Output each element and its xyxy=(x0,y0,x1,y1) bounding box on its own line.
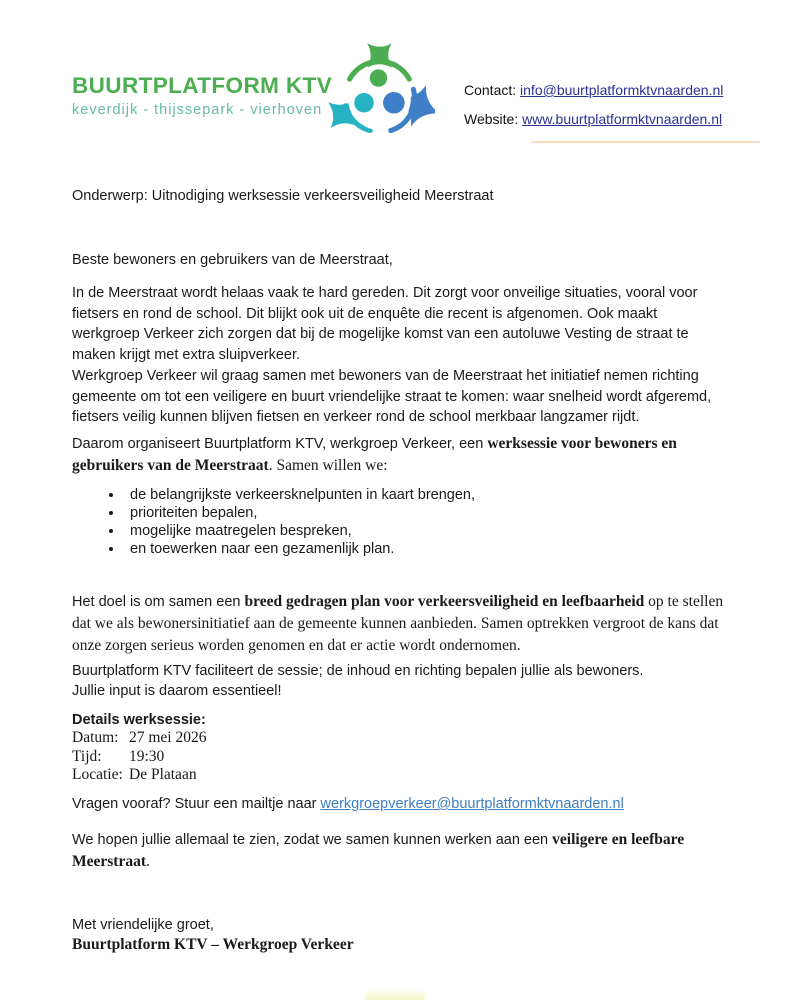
detail-row-date xyxy=(72,729,724,748)
facilitate-line1: Buurtplatform KTV faciliteert de sessie; de inhoud en richting bepalen jullie als bewoners. xyxy=(72,663,644,679)
website-label: Website: xyxy=(464,111,519,127)
subject-line: Onderwerp: Uitnodiging werksessie verkeersveiligheid Meerstraat xyxy=(72,188,494,204)
list-item: • mogelijke maatregelen bespreken, xyxy=(124,522,724,540)
invite-text-start: Daarom organiseert Buurtplatform KTV, werkgroep Verkeer, een xyxy=(72,436,488,452)
detail-label: Locatie: xyxy=(72,766,123,783)
invite-text-end: . Samen willen we: xyxy=(268,457,388,474)
detail-label: Tijd: xyxy=(72,747,102,765)
detail-value: De Plataan xyxy=(129,766,197,783)
goal-text-start: Het doel is om samen een xyxy=(72,594,245,610)
detail-row-time xyxy=(72,748,724,767)
contact-label: Contact: xyxy=(464,82,517,98)
paragraph-problem: In de Meerstraat wordt helaas vaak te hard gereden. Dit zorgt voor onveilige situaties, vooral voor fietsers en rond de school. Dit blijkt ook uit de enquête die recent is afgenomen. Ook maakt werkgroep Verkeer zich zorgen dat bij de mogelijke komst van een autoluwe Vesting de straat te maken krijgt met extra sluipverkeer. xyxy=(72,285,698,363)
questions-email-link[interactable]: werkgroepverkeer@buurtplatformktvnaarden.nl xyxy=(320,796,624,812)
faint-divider xyxy=(531,141,760,143)
signoff-greeting: Met vriendelijke groet, xyxy=(72,917,214,933)
list-item: • de belangrijkste verkeersknelpunten in kaart brengen, xyxy=(124,486,724,504)
goal-text-end: op te stellen dat we als bewonersinitiatief aan de gemeente kunnen aanbieden. Samen optrekken vergroot de kans dat onze zorgen serieus worden genomen en dat er actie wordt ondernomen. xyxy=(72,593,724,654)
goal-text-bold: breed gedragen plan voor verkeersveiligheid en leefbaarheid xyxy=(244,593,645,610)
closing-text-start: We hopen jullie allemaal te zien, zodat we samen kunnen werken aan een xyxy=(72,832,553,848)
agenda-list xyxy=(72,486,724,558)
paragraph-initiative: Werkgroep Verkeer wil graag samen met bewoners van de Meerstraat het initiatief nemen richting gemeente om tot een veiligere en buurt vriendelijke straat te komen: waar snelheid wordt afgeremd, fietsers veilig kunnen blijven fietsen en verkeer rond de school merkbaar langzamer rijdt. xyxy=(72,368,712,425)
details-block xyxy=(72,729,724,785)
detail-row-location xyxy=(72,766,724,785)
closing-text-end: . xyxy=(146,853,150,870)
detail-value: 19:30 xyxy=(129,747,165,765)
list-item: • en toewerken naar een gezamenlijk plan. xyxy=(124,540,724,558)
logo-title: BUURTPLATFORM KTV xyxy=(72,73,333,98)
cutoff-image-fragment xyxy=(365,991,425,1000)
website-link[interactable]: www.buurtplatformktvnaarden.nl xyxy=(522,111,723,127)
invite-text-bold: werksessie voor bewoners en gebruikers van de Meerstraat xyxy=(72,435,677,474)
paragraph-goal xyxy=(72,591,724,657)
closing-paragraph xyxy=(72,829,724,873)
closing-text-bold: veiligere en leefbare Meerstraat xyxy=(72,831,685,870)
detail-value: 27 mei 2026 xyxy=(129,729,207,746)
contact-block xyxy=(464,82,723,127)
signoff-sender: Buurtplatform KTV – Werkgroep Verkeer xyxy=(72,936,354,953)
logo-subtitle: keverdijk - thijssepark - vierhoven xyxy=(72,102,323,118)
salutation: Beste bewoners en gebruikers van de Meerstraat, xyxy=(72,252,393,268)
questions-text: Vragen vooraf? Stuur een mailtje naar xyxy=(72,796,321,812)
logo-text-block xyxy=(72,73,332,118)
questions-line xyxy=(72,794,724,815)
signoff-block xyxy=(72,916,724,954)
detail-label: Datum: xyxy=(72,729,119,746)
list-item: • prioriteiten bepalen, xyxy=(124,504,724,522)
facilitate-line2: Jullie input is daarom essentieel! xyxy=(72,683,282,699)
details-heading: Details werksessie: xyxy=(72,712,206,728)
contact-email-link[interactable]: info@buurtplatformktvnaarden.nl xyxy=(520,82,724,98)
paragraph-facilitate xyxy=(72,661,724,701)
paragraph-invite xyxy=(72,433,724,477)
people-circle-logo-icon xyxy=(327,40,435,148)
